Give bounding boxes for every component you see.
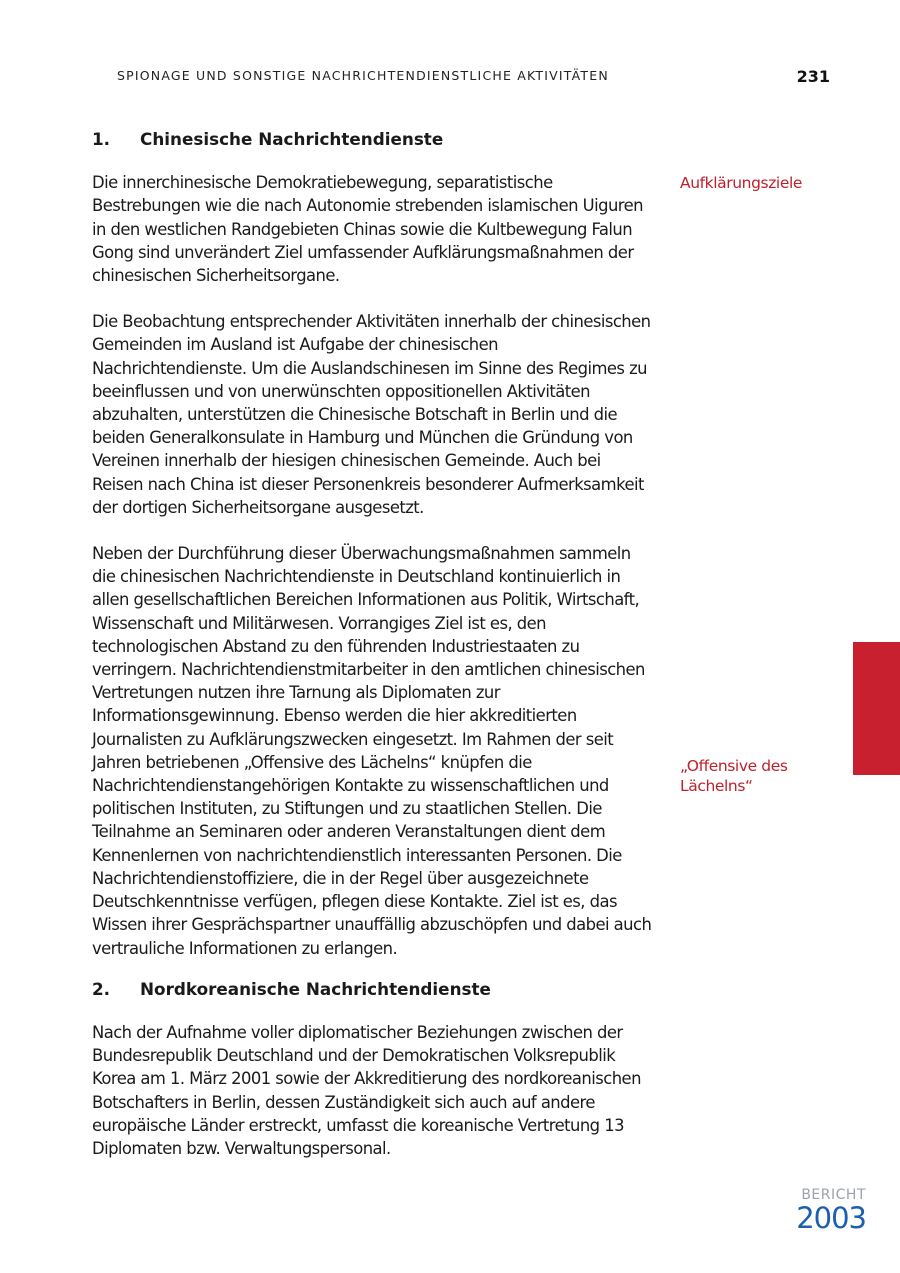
chapter-tab-marker (853, 642, 900, 775)
paragraph: Die innerchinesische Demokratiebewegung, separatistische Bestrebungen wie die nach Autonomie strebenden islamischen Uiguren in den westlichen Randgebieten Chinas sowie die Kultbewegung Falun Gong sind unverändert Ziel umfassender Aufklärungsmaßnahmen der chinesischen Sicherheitsorgane. (92, 173, 643, 286)
section-heading-2 (92, 978, 654, 1001)
paragraph: Neben der Durchführung dieser Überwachungsmaßnahmen sammeln die chinesischen Nachrichtendienste in Deutschland kontinuierlich in allen gesellschaftlichen Bereichen Informationen aus Politik, Wirtschaft, Wissenschaft und Militärwesen. Vorrangiges Ziel ist es, den technologischen Abstand zu den führenden Industriestaaten zu verringern. Nachrichtendienstmitarbeiter in den amtlichen chinesischen Vertretungen nutzen ihre Tarnung als Diplomaten zur Informationsgewinnung. Ebenso werden die hier akkreditierten Journalisten zu Aufklärungszwecken eingesetzt. Im Rahmen der seit Jahren betriebenen „Offensive des Lächelns“ knüpfen die Nachrichtendienstangehörigen Kontakte zu wissenschaftlichen und politischen Instituten, zu Stiftungen und zu staatlichen Stellen. Die Teilnahme an Seminaren oder anderen Veranstaltungen dient dem Kennenlernen von nachrichtendienstlich interessanten Personen. Die Nachrichtendienstoffiziere, die in der Regel über ausgezeichnete Deutschkenntnisse verfügen, pflegen diese Kontakte. Ziel ist es, das Wissen ihrer Gesprächspartner unauffällig abzuschöpfen und dabei auch vertrauliche Informationen zu erlangen. (92, 544, 652, 958)
logo-year: 2003 (796, 1201, 866, 1235)
margin-note-offensive: „Offensive des Lächelns“ (680, 757, 788, 795)
running-header: SPIONAGE UND SONSTIGE NACHRICHTENDIENSTLICHE AKTIVITÄTEN (117, 68, 609, 83)
paragraph: Die Beobachtung entsprechender Aktivitäten innerhalb der chinesischen Gemeinden im Ausland ist Aufgabe der chinesischen Nachrichtendienste. Um die Auslandschinesen im Sinne des Regimes zu beeinflussen und von unerwünschten oppositionellen Aktivitäten abzuhalten, unterstützen die Chinesische Botschaft in Berlin und die beiden Generalkonsulate in Hamburg und München die Gründung von Vereinen innerhalb der hiesigen chinesischen Gemeinde. Auch bei Reisen nach China ist dieser Personenkreis besonderer Aufmerksamkeit der dortigen Sicherheitsorgane ausgesetzt. (92, 312, 651, 517)
section-title: Nordkoreanische Nachrichtendienste (140, 978, 491, 999)
section-title: Chinesische Nachrichtendienste (140, 129, 444, 149)
section-number: 2. (92, 978, 111, 999)
main-text-column (92, 128, 654, 1183)
page-number: 231 (796, 67, 830, 86)
report-logo (791, 1187, 866, 1233)
section-number: 1. (92, 129, 111, 149)
logo-word: BERICHT (801, 1187, 866, 1203)
margin-note-aufklaerungsziele: Aufklärungsziele (680, 174, 803, 192)
paragraph: Nach der Aufnahme voller diplomatischer Beziehungen zwischen der Bundesrepublik Deutschland und der Demokratischen Volksrepublik Korea am 1. März 2001 sowie der Akkreditierung des nordkoreanischen Botschafters in Berlin, dessen Zuständigkeit sich auch auf andere europäische Länder erstreckt, umfasst die koreanische Vertretung 13 Diplomaten bzw. Verwaltungspersonal. (92, 1022, 641, 1158)
section-heading-1 (92, 128, 654, 151)
